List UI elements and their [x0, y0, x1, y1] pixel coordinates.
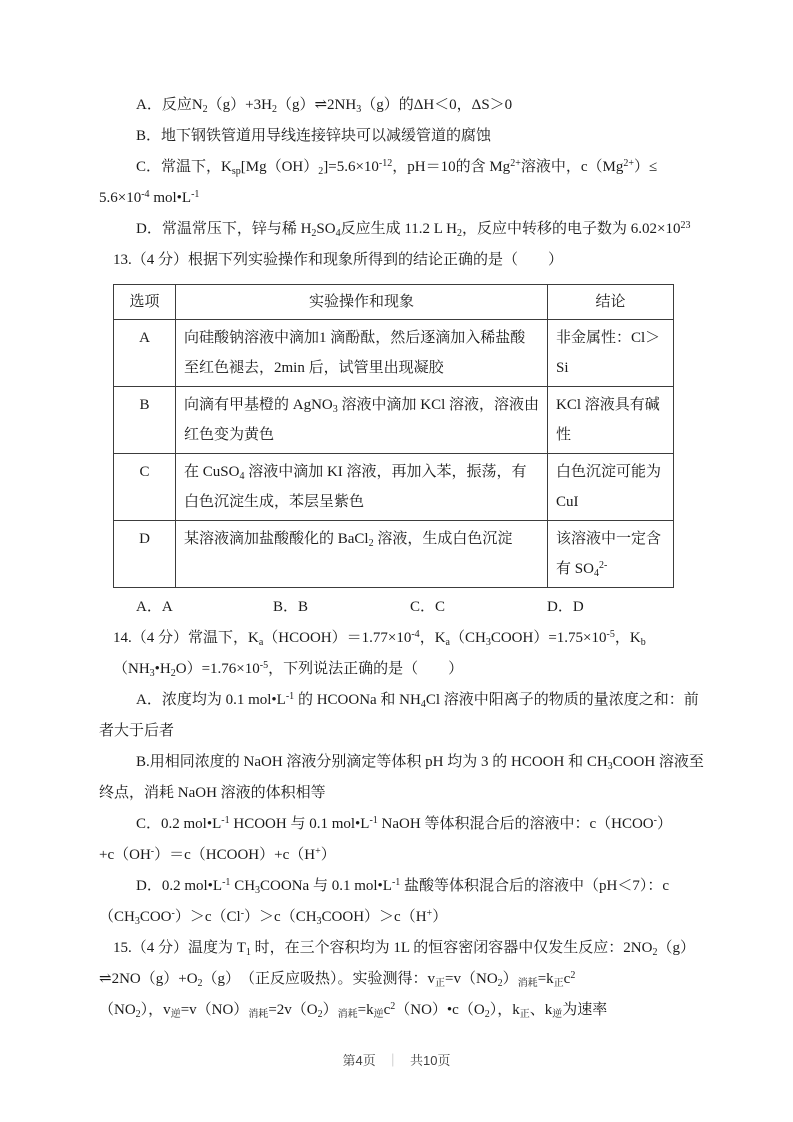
table-header-option: 选项 — [114, 285, 176, 320]
q14-stem-line-2: $(NH_3•H_2O)=1.76\times 10^{-5}$，下列说法正确的是（ ） — [113, 660, 464, 679]
row-c-conclusion: 白色沉淀可能为 CuI — [548, 454, 674, 521]
footer-total-pages: 共10页 — [410, 1053, 451, 1068]
row-a-operation: 向硅酸钠溶液中滴加1 滴酚酞，然后逐滴加入稀盐酸至红色褪去，2min 后，试管里出现凝胶 — [176, 320, 548, 387]
table-row-b — [114, 387, 674, 454]
q12-option-c-continuation: $5.6\times 10^{-4}$ $mol•L^{-1}$ — [99, 189, 200, 206]
row-b-conclusion: KCl 溶液具有碱性 — [548, 387, 674, 454]
q13-choice-d: D．D — [547, 599, 584, 615]
row-c-option: C — [114, 454, 176, 521]
q12-option-c: C．常温下，$K_{sp}[Mg(OH)_2]=5.6\times 10^{-12}$，pH＝10的含 $Mg^{2+}$溶液中，$c(Mg^{2+})\le$ — [136, 158, 658, 177]
page-footer — [0, 1050, 793, 1069]
q13-answer-choices — [99, 592, 705, 623]
q14-option-d-continuation: $(CH_3COO^-)>c(Cl^-)>c(CH_3COOH)>c(H^+)$ — [99, 908, 448, 927]
row-a-option: A — [114, 320, 176, 387]
table-header-operation: 实验操作和现象 — [176, 285, 548, 320]
row-d-operation: 某溶液滴加盐酸酸化的 BaCl$_2$ 溶液，生成白色沉淀 — [176, 521, 548, 588]
q13-choice-a: A．A — [136, 599, 173, 615]
q14-stem-line-1: 14.（4 分）常温下，$K_a(HCOOH)=1.77\times 10^{-4}$，$K_a(CH_3COOH)=1.75\times 10^{-5}$，$K_b$ — [113, 629, 646, 648]
q15-stem-line-3: $(NO_2)$，$v_逆=v(NO)_{消耗}=2v(O_2)_{消耗}=k_逆c^2(NO)•c(O_2)$，$k_正$、$k_逆$为速率 — [99, 1001, 608, 1020]
q13-choice-c: C．C — [410, 599, 446, 615]
table-row-d — [114, 521, 674, 588]
table-row-a — [114, 320, 674, 387]
q12-option-a: A．反应$N_2(g)+3H_2(g)\rightleftharpoons 2NH_3(g)$的ΔH＜0，ΔS＞0 — [136, 97, 513, 115]
footer-page-number: 第4页 — [342, 1053, 376, 1068]
q14-option-b-continuation: 终点，消耗 NaOH 溶液的体积相等 — [99, 785, 326, 801]
table-header-conclusion: 结论 — [548, 285, 674, 320]
q14-option-c-continuation: +c（OH-）＝c（HCOOH）+c（H+） — [99, 846, 336, 863]
row-b-operation: 向滴有甲基橙的 AgNO$_3$ 溶液中滴加 KCl 溶液，溶液由红色变为黄色 — [176, 387, 548, 454]
q14-option-a: A．浓度均为 0.1 $mol•L^{-1}$ 的 HCOONa 和 $NH_4Cl$ 溶液中阳离子的物质的量浓度之和：前 — [136, 691, 699, 710]
row-c-operation: 在 CuSO$_4$ 溶液中滴加 KI 溶液，再加入苯，振荡，有白色沉淀生成，苯层呈紫色 — [176, 454, 548, 521]
q13-stem: 13.（4 分）根据下列实验操作和现象所得到的结论正确的是（ ） — [113, 252, 564, 268]
row-d-conclusion: 该溶液中一定含有 $SO_4^{2-}$ — [548, 521, 674, 588]
q14-option-d: D．0.2 $mol•L^{-1}$ $CH_3COONa$ 与 0.1 $mol•L^{-1}$ 盐酸等体积混合后的溶液中（pH＜7）：c — [136, 877, 670, 896]
table-row-c — [114, 454, 674, 521]
q12-option-b: B．地下钢铁管道用导线连接锌块可以减缓管道的腐蚀 — [136, 128, 492, 144]
q14-option-b: B.用相同浓度的 NaOH 溶液分别滴定等体积 pH 均为 3 的 HCOOH 和 $CH_3COOH$ 溶液至 — [136, 754, 704, 772]
q15-stem-line-1: 15.（4 分）温度为 $T_1$ 时，在三个容积均为 1L 的恒容密闭容器中仅发生反应：$2NO_2(g)$ — [113, 940, 695, 958]
row-b-option: B — [114, 387, 176, 454]
table-header-row — [114, 285, 674, 320]
row-a-conclusion: 非金属性：Cl＞Si — [548, 320, 674, 387]
q13-choice-b: B．B — [273, 599, 309, 615]
row-d-option: D — [114, 521, 176, 588]
q14-option-a-continuation: 者大于后者 — [99, 723, 175, 739]
footer-separator: ｜ — [386, 1053, 400, 1068]
q13-table — [113, 284, 674, 588]
q15-stem-line-2: $\rightleftharpoons 2NO(g)+O_2(g)$ （正反应吸热）。实验测得：$v_正=v(NO_2)_{消耗}=k_正c^2$ — [99, 970, 576, 989]
q14-option-c: C．0.2 $mol•L^{-1}$ HCOOH 与 0.1 $mol•L^{-1}$ NaOH 等体积混合后的溶液中：c（HCOO-） — [136, 815, 672, 832]
q12-option-d: D．常温常压下，锌与稀 $H_2SO_4$反应生成 11.2 L $H_2$，反应中转移的电子数为 $6.02\times 10^{23}$ — [136, 220, 691, 239]
page-content — [99, 90, 705, 1026]
